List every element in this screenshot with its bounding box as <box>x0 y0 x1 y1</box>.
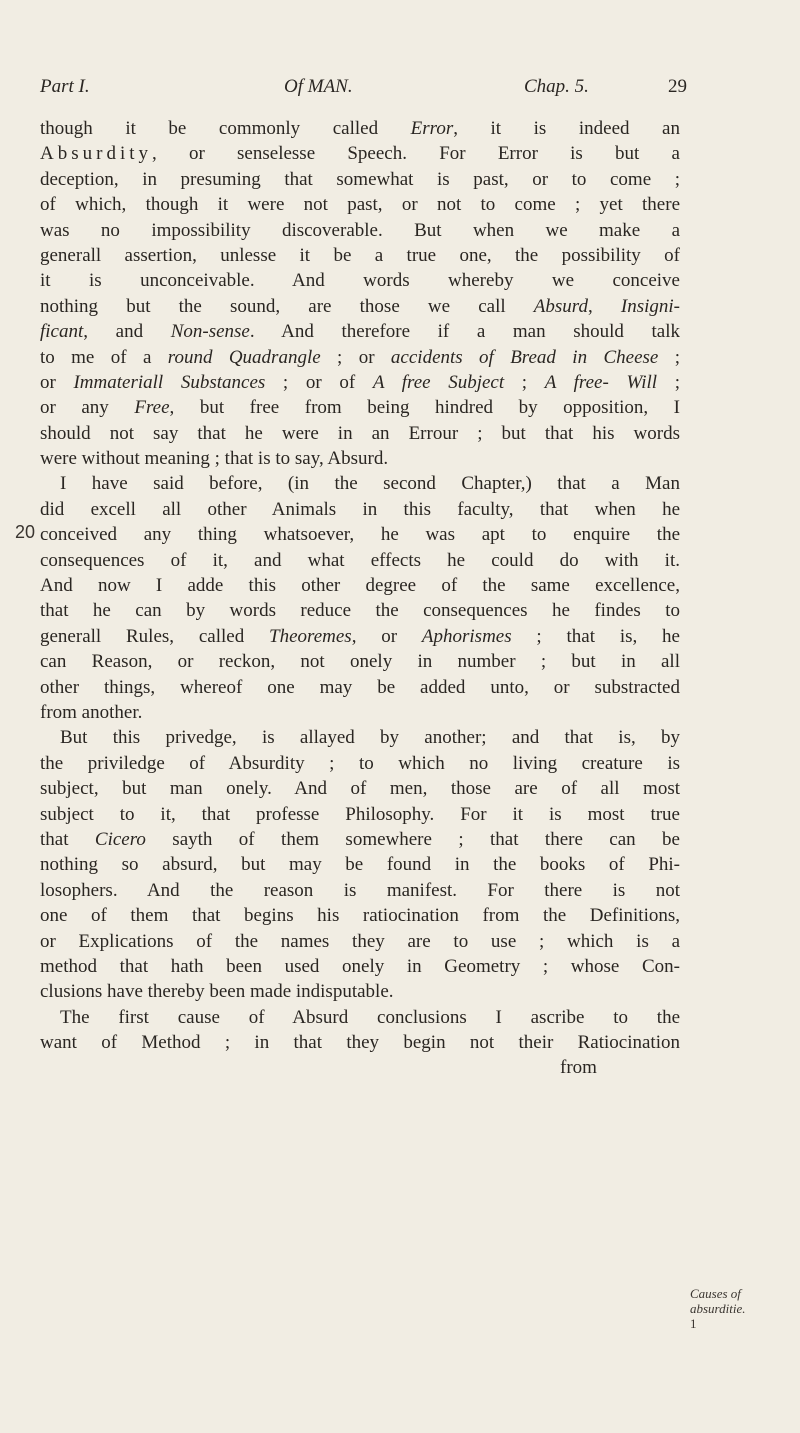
text-line: the priviledge of Absurdity ; to which no living creature is <box>40 752 680 774</box>
header-part: Part I. <box>40 76 90 97</box>
header-chapter: Chap. 5. <box>524 76 589 97</box>
text-line: or Immateriall Substances ; or of A free Subject ; A free- Will ; <box>40 371 680 393</box>
text-line: And now I adde this other degree of the same excellence, <box>40 575 680 597</box>
margin-note <box>690 1286 790 1331</box>
text-line: of which, though it were not past, or not to come ; yet there <box>40 194 680 216</box>
running-header <box>40 76 687 108</box>
text-line: ficant, and Non-sense. And therefore if a man should talk <box>40 321 680 343</box>
line-number-marker: 20 <box>15 522 36 542</box>
catchword: from <box>560 1057 597 1079</box>
text-line: subject to it, that professe Philosophy. For it is most true <box>40 803 680 825</box>
text-line: clusions have thereby been made indisputable. <box>40 981 394 1003</box>
text-line: from another. <box>40 701 143 723</box>
margin-note-line: Causes of <box>690 1286 741 1301</box>
text-line: losophers. And the reason is manifest. For there is not <box>40 879 680 901</box>
text-line: method that hath been used onely in Geometry ; whose Con- <box>40 955 680 977</box>
body-text <box>40 116 680 1081</box>
text-line: want of Method ; in that they begin not their Ratiocination <box>40 1032 680 1054</box>
text-line: or Explications of the names they are to use ; which is a <box>40 930 680 952</box>
page-number: 29 <box>668 76 687 97</box>
text-line: or any Free, but free from being hindred by opposition, I <box>40 397 681 419</box>
text-line: generall Rules, called Theoremes, or Aphorismes ; that is, he <box>40 625 680 647</box>
text-line: other things, whereof one may be added unto, or substracted <box>40 676 680 698</box>
text-line: it is unconceivable. And words whereby we conceive <box>40 270 680 292</box>
text-line: was no impossibility discoverable. But when we make a <box>40 219 680 241</box>
text-line: though it be commonly called Error, it is indeed an <box>40 118 680 139</box>
text-line: did excell all other Animals in this faculty, that when he <box>40 498 680 520</box>
text-line: that he can by words reduce the consequences he findes to <box>40 600 680 622</box>
text-line: nothing but the sound, are those we call Absurd, Insigni- <box>40 295 680 317</box>
text-line: Absurdity, or senselesse Speech. For Error is but a <box>40 143 680 165</box>
text-line: The first cause of Absurd conclusions I ascribe to the <box>60 1006 680 1028</box>
text-line: consequences of it, and what effects he could do with it. <box>40 549 680 571</box>
margin-note-line: absurditie. <box>690 1301 746 1316</box>
text-line: But this privedge, is allayed by another; and that is, by <box>60 727 680 749</box>
margin-note-line: 1 <box>690 1316 697 1331</box>
text-line: were without meaning ; that is to say, Absurd. <box>40 448 389 470</box>
text-line: I have said before, (in the second Chapter,) that a Man <box>60 473 680 495</box>
text-line: can Reason, or reckon, not onely in number ; but in all <box>40 651 680 673</box>
text-line: generall assertion, unlesse it be a true one, the possibility of <box>40 244 680 266</box>
text-line: subject, but man onely. And of men, those are of all most <box>40 778 680 800</box>
text-line: to me of a round Quadrangle ; or accidents of Bread in Cheese ; <box>40 346 681 368</box>
text-line: one of them that begins his ratiocination from the Definitions, <box>40 905 680 927</box>
text-line: should not say that he were in an Errour ; but that his words <box>40 422 680 444</box>
text-line: that Cicero sayth of them somewhere ; that there can be <box>40 828 680 850</box>
text-line: conceived any thing whatsoever, he was apt to enquire the <box>40 524 680 546</box>
text-line: nothing so absurd, but may be found in the books of Phi- <box>40 854 680 876</box>
text-line: deception, in presuming that somewhat is past, or to come ; <box>40 168 680 190</box>
header-title: Of MAN. <box>284 76 353 97</box>
